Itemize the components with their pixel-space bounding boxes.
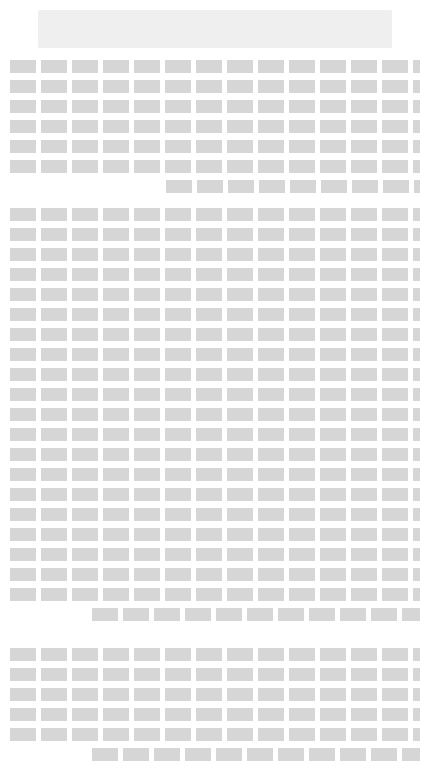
- text-line: [10, 428, 420, 441]
- text-line: [10, 728, 420, 741]
- text-line: [10, 208, 420, 221]
- text-line: [10, 328, 420, 341]
- text-line: [10, 488, 420, 501]
- text-line: [10, 708, 420, 721]
- article-paragraph-2: [10, 208, 420, 628]
- text-line: [10, 508, 420, 521]
- text-line: [166, 180, 420, 193]
- article-paragraph-3: [10, 648, 420, 768]
- text-line: [10, 448, 420, 461]
- text-line: [10, 140, 420, 153]
- text-line: [10, 528, 420, 541]
- text-line: [10, 120, 420, 133]
- text-line: [10, 588, 420, 601]
- text-line: [10, 80, 420, 93]
- text-line: [10, 688, 420, 701]
- article-headline: [38, 10, 392, 48]
- text-line: [92, 748, 420, 761]
- text-line: [10, 668, 420, 681]
- article-paragraph-1: [10, 60, 420, 200]
- text-line: [10, 388, 420, 401]
- text-line: [10, 648, 420, 661]
- text-line: [10, 288, 420, 301]
- text-line: [10, 60, 420, 73]
- text-line: [10, 548, 420, 561]
- text-line: [10, 308, 420, 321]
- text-line: [10, 568, 420, 581]
- text-line: [10, 368, 420, 381]
- text-line: [10, 348, 420, 361]
- text-line: [10, 248, 420, 261]
- text-line: [10, 468, 420, 481]
- text-line: [10, 268, 420, 281]
- text-line: [10, 228, 420, 241]
- text-line: [10, 408, 420, 421]
- text-line: [10, 160, 420, 173]
- text-line: [10, 100, 420, 113]
- text-line: [92, 608, 420, 621]
